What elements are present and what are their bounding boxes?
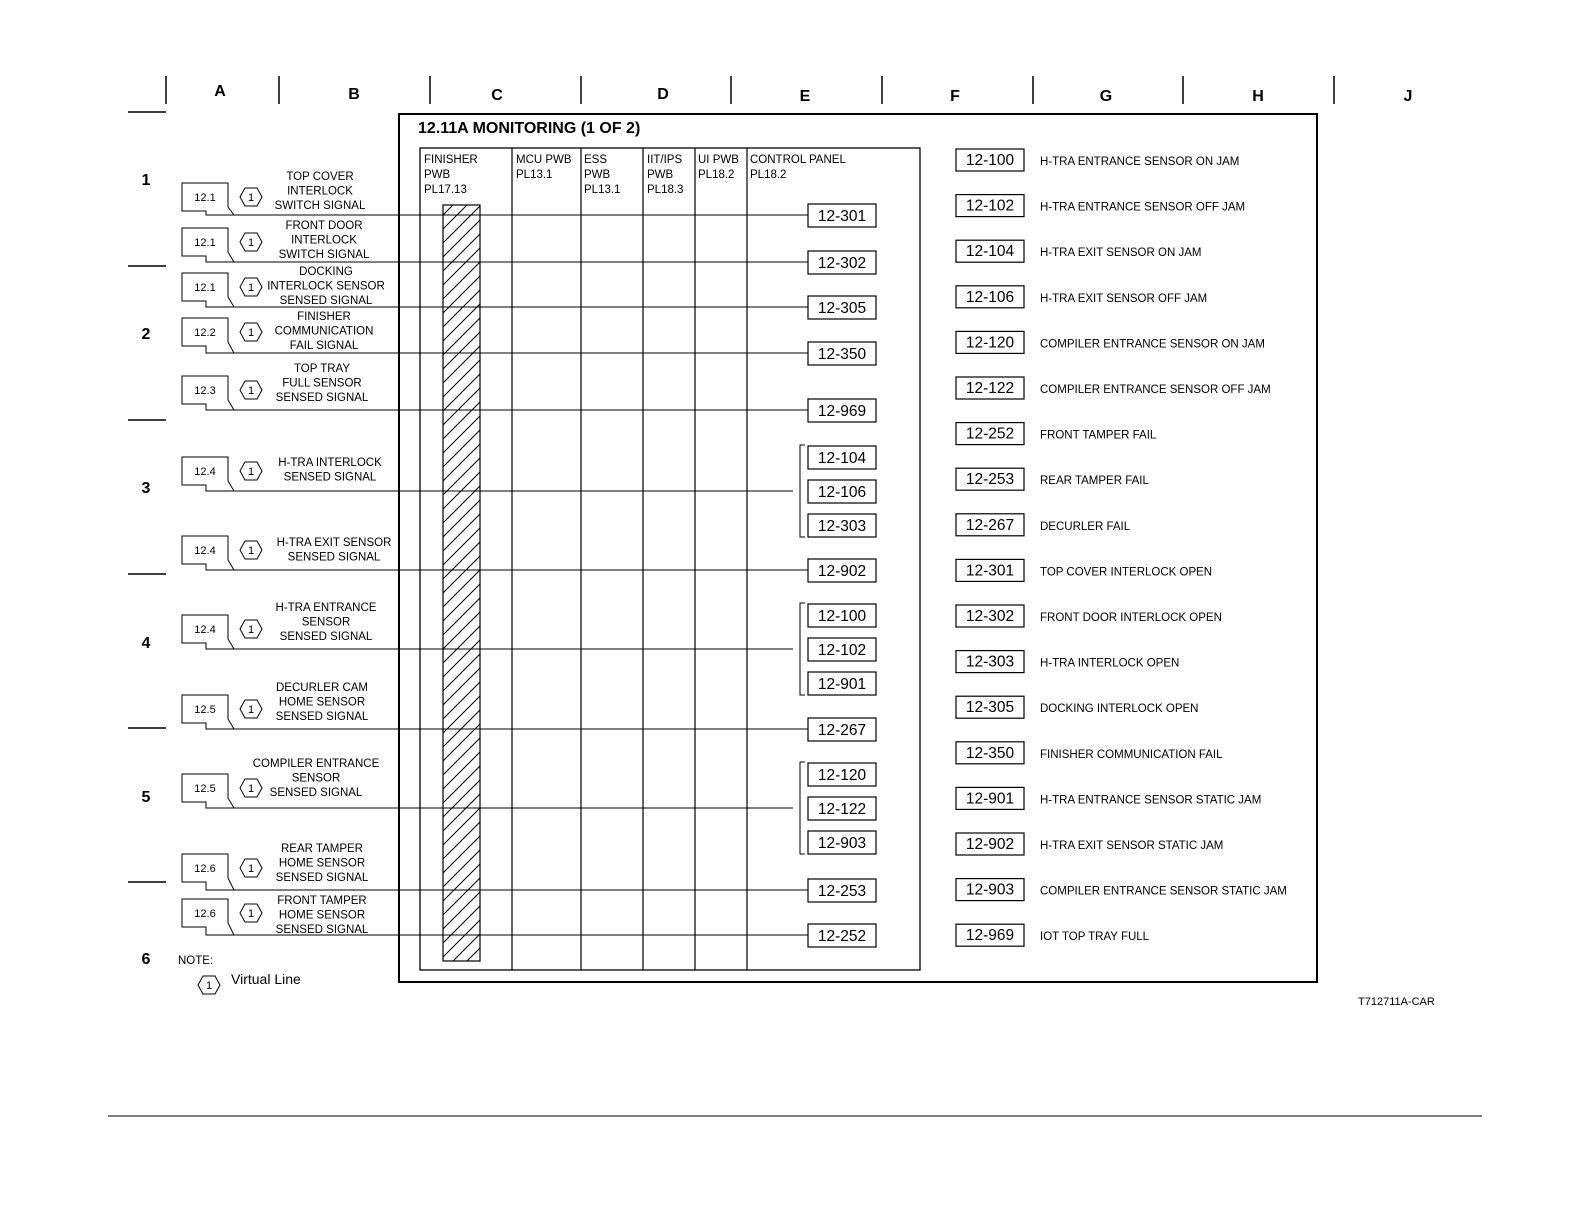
fault-code: 12-302 (817, 255, 867, 272)
signal-row (182, 843, 876, 902)
legend-code: 12-100 (965, 152, 1015, 169)
virtual-line-number: 1 (247, 908, 255, 920)
virtual-line-number: 1 (247, 545, 255, 557)
legend-item (956, 787, 1261, 809)
fault-code: 12-901 (817, 676, 867, 693)
reference-number: 12.4 (194, 624, 216, 636)
module-header-line: PWB (424, 169, 451, 181)
module-header-line: UI PWB (698, 154, 739, 166)
module-header-line: PL18.2 (750, 169, 787, 181)
module-header-line: FINISHER (424, 154, 478, 166)
fault-code: 12-253 (817, 883, 867, 900)
fault-code: 12-102 (817, 642, 867, 659)
signal-row (182, 758, 876, 854)
module-header (584, 154, 620, 196)
module-header-line: ESS (584, 154, 608, 166)
signal-row (182, 445, 876, 537)
legend-code: 12-903 (965, 881, 1015, 899)
signal-label-line: FRONT TAMPER (277, 895, 367, 907)
row-label: 1 (141, 172, 151, 189)
module-header-line: PL13.1 (584, 184, 621, 196)
module-header (647, 154, 683, 196)
legend-code: 12-120 (965, 334, 1015, 352)
virtual-line-number: 1 (247, 783, 255, 795)
fault-code: 12-903 (817, 835, 867, 852)
reference-number: 12.3 (194, 385, 216, 397)
signal-label-line: INTERLOCK (291, 234, 357, 247)
signal-row (182, 311, 876, 365)
fault-code: 12-350 (817, 346, 867, 363)
column-label: A (214, 83, 226, 100)
column-label: F (950, 88, 960, 105)
column-label: G (1099, 88, 1113, 105)
row-label: 6 (141, 951, 151, 968)
legend-item (956, 149, 1239, 171)
signal-label-line: SENSED SIGNAL (279, 295, 373, 307)
fault-code: 12-106 (817, 484, 867, 501)
legend-description: H-TRA INTERLOCK OPEN (1040, 657, 1180, 670)
note-marker: 1 (205, 980, 213, 992)
drawing-id: T712711A-CAR (1358, 996, 1435, 1008)
fault-code: 12-267 (817, 722, 867, 739)
signal-row (182, 363, 876, 422)
virtual-line-number: 1 (247, 624, 255, 636)
legend-description: TOP COVER INTERLOCK OPEN (1040, 566, 1213, 579)
signal-label-line: INTERLOCK (287, 185, 353, 198)
legend-description: COMPILER ENTRANCE SENSOR ON JAM (1040, 338, 1265, 351)
legend-item (956, 559, 1212, 581)
module-header (516, 154, 572, 181)
module-header-line: PWB (647, 169, 674, 181)
signal-label-line: SWITCH SIGNAL (278, 249, 370, 261)
legend-description: FRONT TAMPER FAIL (1040, 429, 1157, 442)
module-dividers (512, 148, 747, 970)
fault-code: 12-120 (817, 767, 867, 784)
signal-label-line: SENSED SIGNAL (275, 872, 369, 884)
legend-item (956, 377, 1271, 399)
module-header (424, 154, 478, 196)
signal-row (182, 220, 876, 274)
signal-label-line: FRONT DOOR (285, 220, 363, 232)
legend-description: COMPILER ENTRANCE SENSOR OFF JAM (1040, 384, 1271, 396)
row-label: 5 (141, 789, 151, 806)
module-header-line: PL18.3 (647, 184, 684, 196)
legend-description: DOCKING INTERLOCK OPEN (1040, 703, 1199, 716)
legend-code: 12-302 (965, 608, 1015, 625)
legend-description: H-TRA EXIT SENSOR ON JAM (1040, 247, 1202, 260)
legend-code: 12-969 (965, 927, 1015, 945)
reference-number: 12.1 (194, 282, 216, 294)
diagram-title: 12.11A MONITORING (1 OF 2) (418, 120, 641, 137)
signal-label-line: DECURLER CAM (275, 682, 369, 694)
legend-code: 12-267 (965, 516, 1015, 534)
legend-description: H-TRA ENTRANCE SENSOR ON JAM (1040, 156, 1240, 168)
virtual-line-number: 1 (247, 466, 255, 478)
legend-code: 12-350 (965, 744, 1015, 762)
row-label: 3 (141, 480, 151, 497)
signal-label-line: H-TRA INTERLOCK (278, 457, 382, 469)
reference-number: 12.1 (194, 237, 216, 249)
legend-item (956, 240, 1201, 262)
fault-code: 12-252 (817, 928, 867, 945)
signal-row (182, 682, 876, 741)
legend-item (956, 514, 1131, 536)
legend-item (956, 879, 1287, 901)
signal-label-line: COMMUNICATION (274, 325, 374, 338)
legend-description: REAR TAMPER FAIL (1040, 475, 1149, 488)
column-label: H (1252, 88, 1264, 105)
legend-code: 12-301 (965, 562, 1015, 580)
signal-label-line: SENSOR (291, 772, 341, 785)
signal-row (182, 895, 876, 947)
note (178, 955, 301, 994)
module-header-line: PL17.13 (424, 184, 467, 196)
code-group-bracket (800, 762, 805, 854)
module-headers (424, 154, 846, 196)
legend-code: 12-901 (965, 790, 1015, 808)
module-header-line: IIT/IPS (647, 154, 683, 166)
signal-label-line: SENSED SIGNAL (283, 471, 377, 484)
signal-row (182, 536, 876, 582)
finisher-pwb-bar (443, 205, 480, 961)
legend-item (956, 331, 1265, 353)
virtual-line-number: 1 (247, 704, 255, 716)
legend-item (956, 423, 1157, 445)
legend-description: H-TRA ENTRANCE SENSOR STATIC JAM (1040, 794, 1262, 807)
legend-code: 12-122 (965, 380, 1015, 397)
legend-description: FINISHER COMMUNICATION FAIL (1040, 748, 1223, 761)
legend-item (956, 468, 1149, 490)
fault-code: 12-902 (817, 563, 867, 580)
row-label: 2 (141, 326, 151, 343)
signal-rows (182, 171, 876, 947)
signal-label-line: FULL SENSOR (282, 377, 362, 390)
reference-number: 12.4 (194, 545, 216, 557)
fault-code: 12-303 (817, 518, 867, 535)
legend-description: COMPILER ENTRANCE SENSOR STATIC JAM (1040, 885, 1287, 898)
module-header-line: PL13.1 (516, 169, 553, 181)
legend-code: 12-253 (965, 471, 1015, 489)
module-header (750, 154, 846, 181)
module-header-line: PWB (584, 169, 611, 181)
virtual-line-number: 1 (247, 282, 255, 294)
fault-code-legend (956, 149, 1287, 946)
fault-code: 12-305 (817, 300, 867, 317)
legend-item (956, 696, 1198, 718)
legend-code: 12-305 (965, 699, 1015, 717)
signal-label-line: INTERLOCK SENSOR (267, 280, 385, 293)
signal-row (182, 266, 876, 319)
signal-label-line: SENSED SIGNAL (269, 787, 363, 799)
legend-description: H-TRA ENTRANCE SENSOR OFF JAM (1040, 201, 1246, 214)
signal-label-line: SWITCH SIGNAL (274, 200, 366, 212)
signal-label-line: SENSED SIGNAL (275, 392, 369, 404)
legend-code: 12-303 (965, 653, 1015, 671)
signal-label-line: HOME SENSOR (278, 696, 366, 709)
column-label: C (491, 87, 503, 104)
legend-code: 12-902 (965, 836, 1015, 853)
row-label: 4 (141, 635, 151, 652)
reference-number: 12.5 (194, 783, 216, 795)
virtual-line-number: 1 (247, 237, 255, 249)
virtual-line-number: 1 (247, 385, 255, 397)
fault-code: 12-301 (817, 208, 867, 225)
legend-item (956, 924, 1150, 946)
legend-code: 12-106 (965, 288, 1015, 306)
signal-label-line: SENSOR (301, 616, 351, 629)
signal-label-line: SENSED SIGNAL (279, 631, 373, 643)
reference-number: 12.1 (194, 192, 216, 204)
virtual-line-number: 1 (247, 863, 255, 875)
signal-label-line: HOME SENSOR (278, 857, 366, 870)
signal-label-line: REAR TAMPER (280, 843, 364, 855)
column-label: E (799, 88, 811, 105)
column-label: J (1403, 88, 1413, 105)
legend-item (956, 195, 1245, 217)
signal-label-line: SENSED SIGNAL (275, 711, 369, 723)
fault-code: 12-122 (817, 801, 867, 818)
legend-description: H-TRA EXIT SENSOR OFF JAM (1040, 292, 1208, 305)
legend-code: 12-252 (965, 425, 1015, 443)
legend-description: DECURLER FAIL (1040, 520, 1131, 533)
signal-label-line: COMPILER ENTRANCE (252, 758, 380, 770)
reference-number: 12.6 (194, 908, 216, 920)
reference-number: 12.6 (194, 863, 216, 875)
signal-label-line: H-TRA ENTRANCE (275, 602, 377, 614)
legend-code: 12-102 (965, 197, 1015, 215)
signal-label-line: SENSED SIGNAL (287, 551, 381, 564)
signal-label-line: DOCKING (299, 266, 353, 278)
note-text: Virtual Line (231, 971, 301, 987)
signal-label-line: FINISHER (297, 311, 351, 323)
fault-code: 12-100 (817, 608, 867, 625)
legend-code: 12-104 (965, 243, 1015, 261)
fault-code: 12-104 (817, 450, 867, 467)
reference-number: 12.4 (194, 466, 216, 478)
module-header-line: MCU PWB (516, 154, 572, 166)
legend-description: H-TRA EXIT SENSOR STATIC JAM (1040, 840, 1224, 852)
legend-item (956, 286, 1207, 308)
legend-item (956, 651, 1179, 673)
module-header-line: PL18.2 (698, 169, 735, 181)
module-header-line: CONTROL PANEL (750, 154, 846, 166)
signal-label-line: TOP COVER (286, 171, 354, 183)
reference-number: 12.5 (194, 704, 216, 716)
legend-item (956, 605, 1222, 627)
virtual-line-number: 1 (247, 327, 255, 339)
module-header (698, 154, 739, 181)
reference-number: 12.2 (194, 327, 216, 339)
fault-code: 12-969 (817, 403, 867, 420)
legend-description: FRONT DOOR INTERLOCK OPEN (1040, 612, 1222, 624)
legend-item (956, 742, 1223, 764)
code-group-bracket (800, 445, 805, 537)
signal-label-line: TOP TRAY (293, 363, 351, 375)
code-group-bracket (800, 603, 805, 695)
note-label: NOTE: (178, 955, 214, 967)
column-label: D (657, 86, 669, 103)
signal-label-line: SENSED SIGNAL (275, 924, 369, 936)
signal-label-line: H-TRA EXIT SENSOR (276, 537, 392, 549)
legend-description: IOT TOP TRAY FULL (1040, 931, 1150, 944)
column-grid (166, 76, 1412, 105)
column-label: B (348, 86, 360, 103)
signal-label-line: FAIL SIGNAL (289, 340, 359, 352)
signal-label-line: HOME SENSOR (278, 909, 366, 922)
row-grid (128, 112, 166, 968)
legend-item (956, 833, 1223, 855)
virtual-line-number: 1 (247, 192, 255, 204)
